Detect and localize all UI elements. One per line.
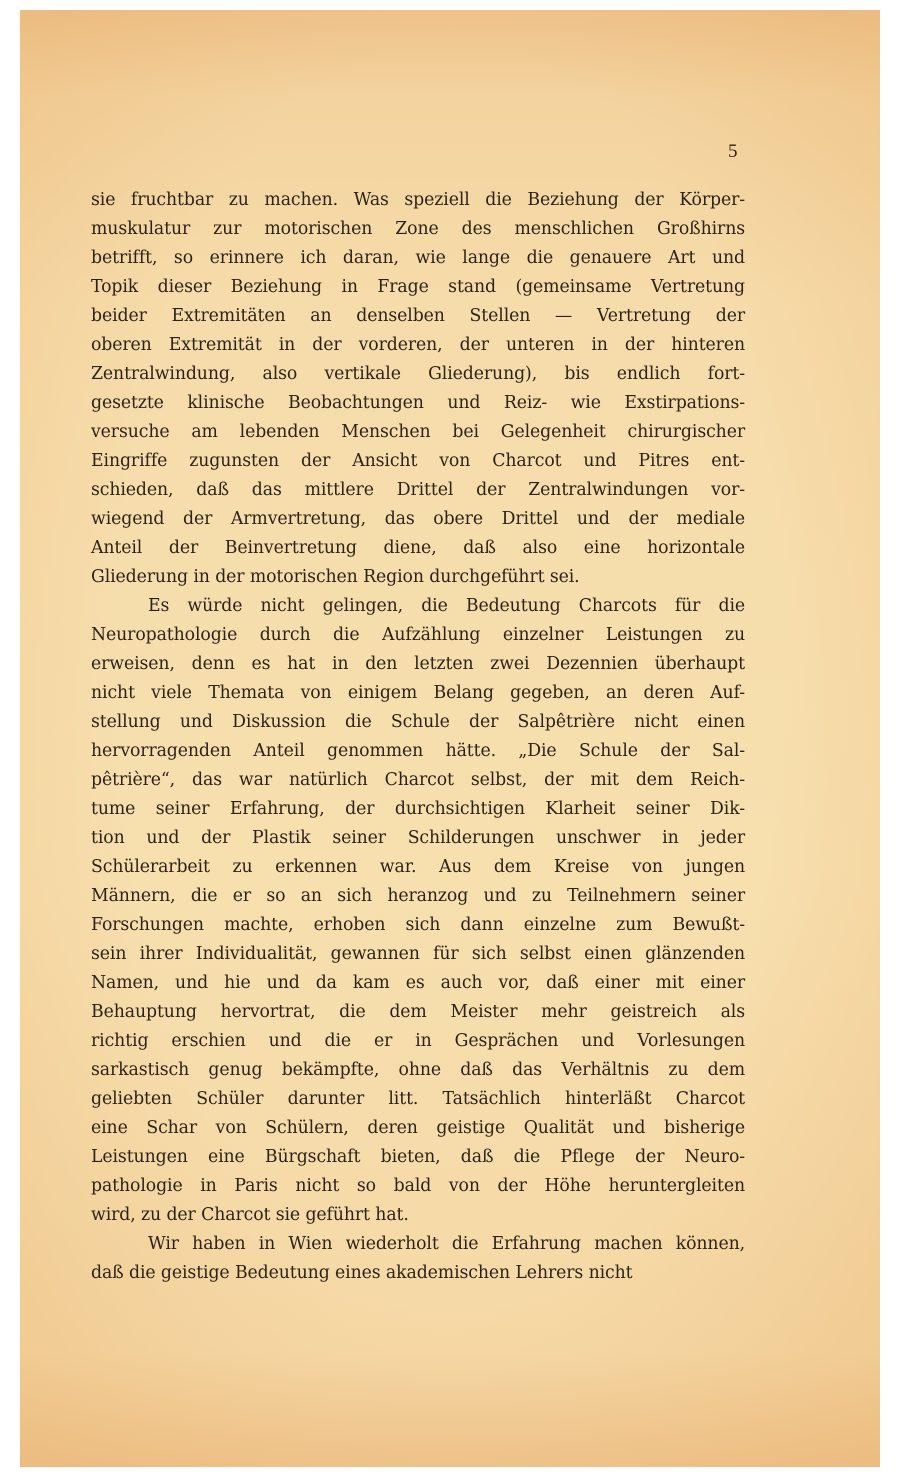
text-line: Leistungen eine Bürgschaft bieten, daß die Pflege der Neuro- — [91, 1147, 745, 1167]
text-line: Männern, die er so an sich heranzog und zu Teilnehmern seiner — [91, 886, 745, 906]
text-line: muskulatur zur motorischen Zone des menschlichen Großhirns — [91, 219, 745, 239]
text-line: erweisen, denn es hat in den letzten zwei Dezennien überhaupt — [91, 654, 745, 674]
text-line: pathologie in Paris nicht so bald von der Höhe heruntergleiten — [91, 1176, 745, 1196]
text-line: Anteil der Beinvertretung diene, daß also eine horizontale — [91, 538, 745, 558]
text-line: Forschungen machte, erhoben sich dann einzelne zum Bewußt- — [91, 915, 745, 935]
text-line: tion und der Plastik seiner Schilderungen unschwer in jeder — [91, 828, 745, 848]
text-line: pêtrière“, das war natürlich Charcot selbst, der mit dem Reich- — [91, 770, 745, 790]
text-line: richtig erschien und die er in Gesprächen und Vorlesungen — [91, 1031, 745, 1051]
text-line: beider Extremitäten an denselben Stellen — Vertretung der — [91, 306, 745, 326]
text-line: oberen Extremität in der vorderen, der unteren in der hinteren — [91, 335, 745, 355]
page-number: 5 — [728, 141, 738, 162]
text-line: Schülerarbeit zu erkennen war. Aus dem Kreise von jungen — [91, 857, 745, 877]
text-line: hervorragenden Anteil genommen hätte. „Die Schule der Sal- — [91, 741, 745, 761]
text-line: wiegend der Armvertretung, das obere Drittel und der mediale — [91, 509, 745, 529]
text-line: sarkastisch genug bekämpfte, ohne daß das Verhältnis zu dem — [91, 1060, 745, 1080]
text-line: wird, zu der Charcot sie geführt hat. — [91, 1205, 409, 1225]
text-line: gesetzte klinische Beobachtungen und Reiz- wie Exstirpations- — [91, 393, 745, 413]
text-line: tume seiner Erfahrung, der durchsichtigen Klarheit seiner Dik- — [91, 799, 745, 819]
text-line: Eingriffe zugunsten der Ansicht von Charcot und Pitres ent- — [91, 451, 745, 471]
text-line: Wir haben in Wien wiederholt die Erfahrung machen können, — [148, 1234, 745, 1254]
text-line: betrifft, so erinnere ich daran, wie lange die genauere Art und — [91, 248, 745, 268]
text-line: stellung und Diskussion die Schule der Salpêtrière nicht einen — [91, 712, 745, 732]
text-line: Behauptung hervortrat, die dem Meister mehr geistreich als — [91, 1002, 745, 1022]
text-line: Namen, und hie und da kam es auch vor, daß einer mit einer — [91, 973, 745, 993]
text-line: sein ihrer Individualität, gewannen für sich selbst einen glänzenden — [91, 944, 745, 964]
text-line: daß die geistige Bedeutung eines akademischen Lehrers nicht — [91, 1263, 633, 1283]
text-line: nicht viele Themata von einigem Belang gegeben, an deren Auf- — [91, 683, 745, 703]
text-line: Gliederung in der motorischen Region durchgeführt sei. — [91, 567, 580, 587]
text-line: schieden, daß das mittlere Drittel der Zentralwindungen vor- — [91, 480, 745, 500]
paragraph — [91, 592, 745, 1230]
text-line: geliebten Schüler darunter litt. Tatsächlich hinterläßt Charcot — [91, 1089, 745, 1109]
text-line: Neuropathologie durch die Aufzählung einzelner Leistungen zu — [91, 625, 745, 645]
text-line: sie fruchtbar zu machen. Was speziell die Beziehung der Körper- — [91, 190, 745, 210]
paragraph — [91, 186, 745, 592]
text-line: Topik dieser Beziehung in Frage stand (gemeinsame Vertretung — [91, 277, 745, 297]
text-line: eine Schar von Schülern, deren geistige Qualität und bisherige — [91, 1118, 745, 1138]
text-line: versuche am lebenden Menschen bei Gelegenheit chirurgischer — [91, 422, 745, 442]
text-line: Zentralwindung, also vertikale Gliederung), bis endlich fort- — [91, 364, 745, 384]
paragraph — [91, 1230, 745, 1288]
text-line: Es würde nicht gelingen, die Bedeutung Charcots für die — [148, 596, 745, 616]
body-text — [91, 186, 745, 1288]
book-page — [20, 10, 880, 1467]
